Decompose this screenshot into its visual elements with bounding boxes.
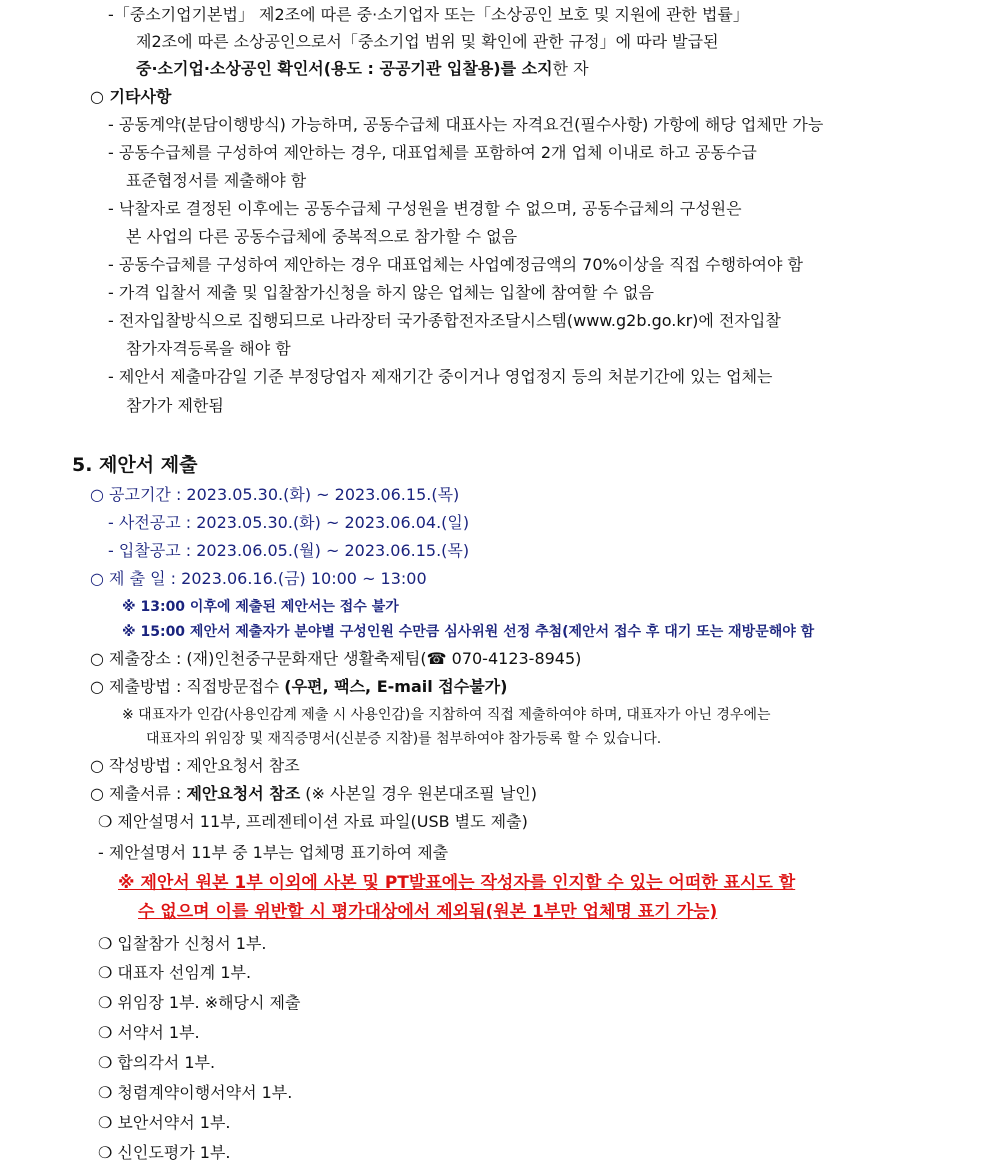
section-title: 5. 제안서 제출: [72, 454, 198, 476]
lottery-note: ※ 15:00 제안서 제출자가 분야별 구성인원 수만큼 심사위원 선정 추첨(제안서 접수 후 대기 또는 재방문해야 함: [122, 624, 815, 640]
doc-item: ❍ 신인도평가 1부.: [98, 1143, 231, 1162]
notice-period: ○ 공고기간 : 2023.05.30.(화) ~ 2023.06.15.(목): [90, 485, 460, 504]
eligibility-line-1: -「중소기업기본법」 제2조에 따른 중·소기업자 또는「소상공인 보호 및 지원에 관한 법률」: [108, 5, 749, 24]
misc-item: - 공동수급체를 구성하여 제안하는 경우, 대표업체를 포함하여 2개 업체 이내로 하고 공동수급: [108, 143, 757, 162]
method-note-line-1: ※ 대표자가 인감(사용인감계 제출 시 사용인감)을 지참하여 직접 제출하여야 하며, 대표자가 아닌 경우에는: [122, 707, 771, 723]
warning-line-1: ※ 제안서 원본 1부 이외에 사본 및 PT발표에는 작성자를 인지할 수 있는 어떠한 표시도 할: [118, 873, 796, 893]
misc-item: 참가가 제한됨: [126, 396, 224, 415]
doc-sub-item: - 제안설명서 11부 중 1부는 업체명 표기하여 제출: [98, 843, 449, 862]
doc-item: ❍ 합의각서 1부.: [98, 1053, 216, 1072]
pre-notice-period: - 사전공고 : 2023.05.30.(화) ~ 2023.06.04.(일): [108, 513, 470, 532]
misc-item: 참가자격등록을 해야 함: [126, 339, 291, 358]
submission-date: ○ 제 출 일 : 2023.06.16.(금) 10:00 ~ 13:00: [90, 569, 427, 588]
submission-place: ○ 제출장소 : (재)인천중구문화재단 생활축제팀(☎ 070-4123-8945): [90, 649, 582, 668]
misc-item: - 낙찰자로 결정된 이후에는 공동수급체 구성원을 변경할 수 없으며, 공동수급체의 구성원은: [108, 199, 742, 218]
writing-method: ○ 작성방법 : 제안요청서 참조: [90, 756, 300, 775]
eligibility-line-2: 제2조에 따른 소상공인으로서「중소기업 범위 및 확인에 관한 규정」에 따라 발급된: [136, 32, 719, 51]
submission-docs-note: (※ 사본일 경우 원본대조필 날인): [300, 784, 537, 803]
doc-item: ❍ 입찰참가 신청서 1부.: [98, 934, 267, 953]
submission-docs: [90, 783, 537, 805]
misc-item: 본 사업의 다른 공동수급체에 중복적으로 참가할 수 없음: [126, 227, 518, 246]
doc-item: ❍ 보안서약서 1부.: [98, 1113, 231, 1132]
bid-notice-period: - 입찰공고 : 2023.06.05.(월) ~ 2023.06.15.(목): [108, 541, 470, 560]
misc-item: - 공동계약(분담이행방식) 가능하며, 공동수급체 대표사는 자격요건(필수사항) 가항에 해당 업체만 가능: [108, 115, 824, 134]
submission-method-restriction: (우편, 팩스, E-mail 접수불가): [284, 677, 508, 696]
submission-method: [90, 676, 507, 698]
doc-item: ❍ 서약서 1부.: [98, 1023, 200, 1042]
misc-item: - 가격 입찰서 제출 및 입찰참가신청을 하지 않은 업체는 입찰에 참여할 수 없음: [108, 283, 654, 302]
doc-item: ❍ 위임장 1부. ※해당시 제출: [98, 993, 301, 1012]
submission-method-label: ○ 제출방법 : 직접방문접수: [90, 677, 285, 696]
submission-docs-ref: 제안요청서 참조: [186, 784, 301, 803]
warning-line-2: 수 없으며 이를 위반할 시 평가대상에서 제외됨(원본 1부만 업체명 표기 가능): [138, 902, 718, 922]
misc-item: - 전자입찰방식으로 집행되므로 나라장터 국가종합전자조달시스템(www.g2b.go.kr)에 전자입찰: [108, 311, 781, 330]
doc-item: ❍ 대표자 선임계 1부.: [98, 963, 252, 982]
method-note-line-2: 대표자의 위임장 및 재직증명서(신분증 지참)를 첨부하여야 참가등록 할 수 있습니다.: [146, 731, 662, 747]
misc-item: - 공동수급체를 구성하여 제안하는 경우 대표업체는 사업예정금액의 70%이상을 직접 수행하여야 함: [108, 255, 803, 274]
eligibility-tail-text: 한 자: [552, 59, 589, 78]
deadline-note: ※ 13:00 이후에 제출된 제안서는 접수 불가: [122, 599, 399, 615]
misc-heading: ○ 기타사항: [90, 87, 172, 106]
misc-item: 표준협정서를 제출해야 함: [126, 171, 307, 190]
doc-item: ❍ 제안설명서 11부, 프레젠테이션 자료 파일(USB 별도 제출): [98, 812, 528, 831]
eligibility-line-3: [136, 58, 589, 80]
submission-docs-label: ○ 제출서류 :: [90, 784, 187, 803]
eligibility-bold-text: 중·소기업·소상공인 확인서(용도 : 공공기관 입찰용)를 소지: [136, 59, 553, 78]
doc-item: ❍ 청렴계약이행서약서 1부.: [98, 1083, 293, 1102]
misc-item: - 제안서 제출마감일 기준 부정당업자 제재기간 중이거나 영업정지 등의 처분기간에 있는 업체는: [108, 367, 773, 386]
